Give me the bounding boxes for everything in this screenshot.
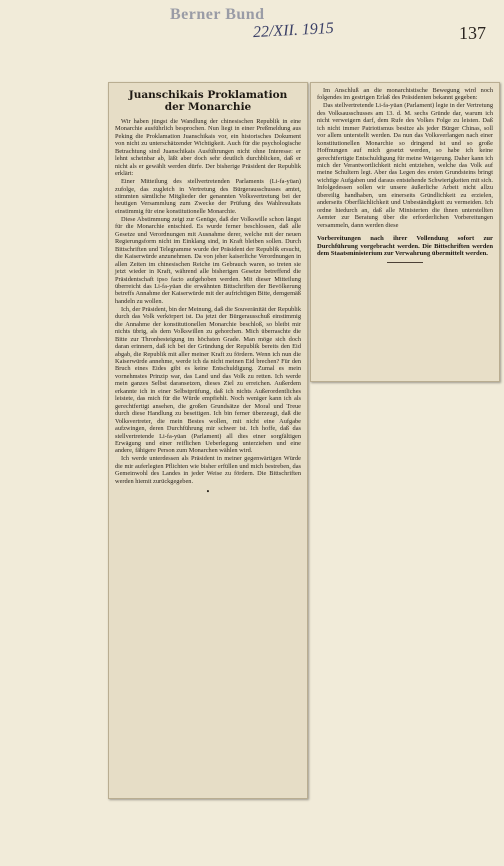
page-number: 137 <box>459 23 486 43</box>
paragraph: Wir haben jüngst die Wandlung der chinesischen Republik in eine Monarchie ausführlich besprochen. Nun liegt in einer Preßmeldung aus Peking die Proklamation Juanschikais vor, ein historisches Dokument von nicht zu unterschätzender Wichtigkeit. Auch für die psychologische Betrachtung sind Juanschikais Ausführungen nicht ohne Interesse: er lehnt scheinbar ab, läßt aber doch sehr deutlich durchblicken, daß er nicht als er gewählt werden dürfe. Der bisherige Präsident der Republik erklärt: <box>115 118 301 178</box>
paragraph: Einer Mitteilung des stellvertretenden Parlaments (Li-fa-yüan) zufolge, das zugleich in Vertretung des Bürgerausschusses amtet, stimmten sämtliche Mitglieder der genannten Volksvertretung bei der heutigen Versammlung zum Zwecke der Prüfung des Wahlresultats einstimmig für eine konstitutionelle Monarchie. <box>115 178 301 215</box>
paragraph: Ich werde unterdessen als Präsident in meiner gegenwärtigen Würde die mir auferlegten Pflichten wie bisher erfüllen und mich bestreben, das Gemeinwohl des Landes in jeder Weise zu fördern. Die Bittschriften werden hiemit zurückgegeben. <box>115 455 301 485</box>
paragraph: Diese Abstimmung zeigt zur Genüge, daß der Volkswille schon längst für die Monarchie entschied. Es wurde ferner beschlossen, daß alle Gesetze und Verordnungen mit Ausnahme derer, welche mit der neuen Regierungsform nicht im Einklang sind, in Kraft bleiben sollen. Durch Bittschriften und Telegramme wurde der Präsident der Republik ersucht, die Kaiserwürde anzunehmen. Da von jeher kaiserliche Verordnungen in allen Zeiten im chinesischen Reiche im Gebrauch waren, so treten sie jetzt wieder in Kraft, während alle bisherigen Gesetze betreffend die Präsidentschaft ipso facto aufgehoben werden. Mit dieser Mitteilung überreicht das Li-fa-yüan die erwähnten Bittschriften der Bevölkerung betreffs Annahme der Kaiserwürde mit der aufrichtigen Bitte, demgemäß handeln zu wollen. <box>115 215 301 305</box>
article-title <box>115 89 301 113</box>
paragraph: Im Anschluß an die monarchistische Bewegung wird noch folgendes im gestrigen Erlaß des Präsidenten bekannt gegeben: <box>317 87 493 102</box>
paragraph: Ich, der Präsident, bin der Meinung, daß die Souveränität der Republik durch das Volk verkörpert ist. Da jetzt der Bürgerausschuß einstimmig die Annahme der konstitutionellen Monarchie beschloß, so bleibt mir nichts übrig, als dem Volkswillen zu gehorchen. Mich überraschte die Bitte zur Thronbesteigung im höchsten Grade. Man möge sich doch daran erinnern, daß ich bei der Gründung der Republik bereits den Eid abgab, die Republik mit aller meiner Kraft zu fördern. Wenn ich nun die Kaiserwürde annehme, werde ich da nicht meinen Eid brechen? Für den Bruch eines Eides gibt es keine Entschuldigung. Zumal es mein vornehmstes Prinzip war, das Land und das Volk zu retten. Ich werde mein ganzes Selbst daransetzen, dieses Ziel zu erreichen. Außerdem erkannte ich in einer Selbstprüfung, daß ich nichts Außerordentliches leistete, das mich für die Würde empfiehlt. Noch weniger kann ich als gerechtfertigt ansehen, die großen Grundsätze der Moral und Treue durch diese Handlung zu beseitigen. Ich bin ferner überzeugt, daß die Volksvertreter, die mein Bestes wollen, mit nicht eine Aufgabe aufzwingen, deren Durchführung mir schwer ist. Ich hoffe, daß das stellvertretende Li-fa-yüan (Parlament) all dies einer sorgfältigen Erwägung und einer reiflichen Ueberlegung unterziehen und eine andere, fähigere Person zum Monarchen wählen wird. <box>115 305 301 455</box>
article-title-line-1: Juanschikais Proklamation <box>128 89 288 101</box>
closing-notice: Vorbereitungen nach ihrer Vollendung sofort zur Durchführung vorgebracht werden. Die Bittschriften werden dem Staatsministerium zur Verwahrung übermittelt werden. <box>317 235 493 258</box>
newspaper-clipping-left-column <box>108 82 308 799</box>
article-body-right <box>317 87 493 229</box>
paragraph: Das stellvertretende Li-fa-yüan (Parlament) legte in der Vertretung des Volksausschusses am 13. d. M. sechs Gründe dar, warum ich nicht verweigern darf, dem Rufe des Volkes Folge zu leisten. Daß ich nicht immer Patriotismus besitze als jeder Bürger Chinas, soll vor allem unterstellt werden. Da nun das Volksverlangen nach einer konstitutionellen Monarchie so dringend ist und so große Hoffnungen auf mich gesetzt werden, so habe ich keine gerechtfertigte Entschuldigung für meine Weigerung. Daher kann ich mich der Verantwortlichkeit nicht entziehen, welche das Volk auf meine Schultern legt. Aber das Legen des ersten Grundsteins bringt wichtige Aufgaben und daraus entstehende Schwierigkeiten mit sich. Infolgedessen sollen wir unsere äußerliche Arbeit nicht allzu übereilig handhaben, um einerseits Gründlichkeit zu erzielen, anderseits Oberflächlichkeit und Unbeständigkeit zu vermeiden. Ich ordne hiedurch an, daß alle Ministerien die ihnen unterstellten Aemter zur Beratung über die erforderlichen Vorbereitungen versammeln, dann werden diese <box>317 102 493 229</box>
end-mark: • <box>205 488 211 497</box>
handwritten-date: 22/XII. 1915 <box>252 19 335 42</box>
newspaper-clipping-right-column <box>310 82 500 382</box>
column-end-rule <box>387 262 423 263</box>
article-body-left <box>115 118 301 485</box>
newspaper-stamp: Berner Bund <box>170 6 265 23</box>
article-title-line-2: der Monarchie <box>164 101 252 113</box>
